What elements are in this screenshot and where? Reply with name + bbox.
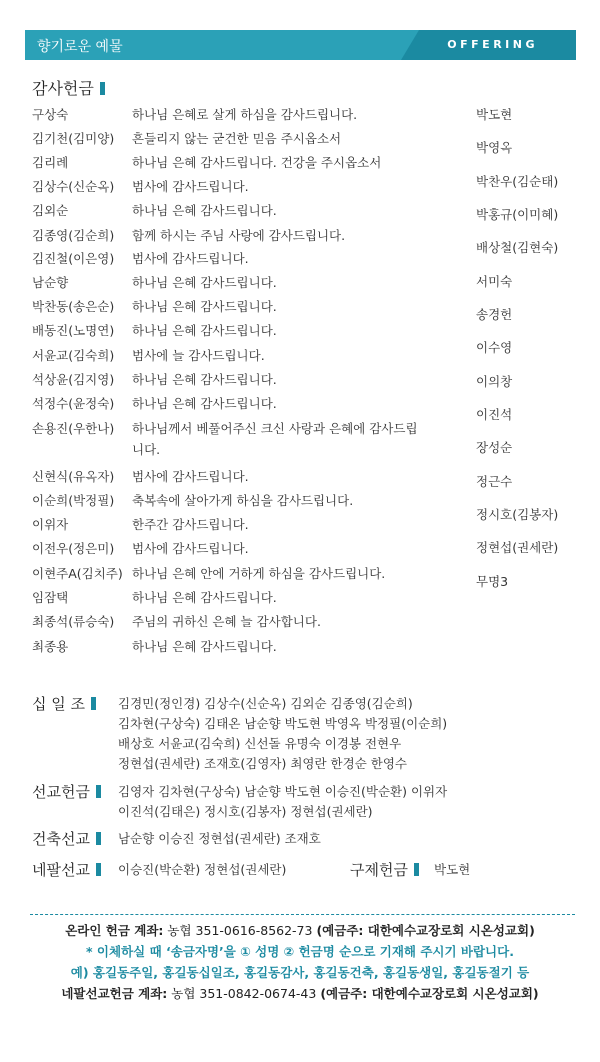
donor-name-right: 박영옥 bbox=[476, 140, 513, 155]
donor-message: 함께 하시는 주님 사랑에 감사드립니다. bbox=[132, 228, 346, 243]
nepal-account-number: 농협 351-0842-0674-43 bbox=[171, 986, 317, 1001]
nepal-account-line bbox=[0, 984, 600, 1002]
donor-message: 주님의 귀하신 은혜 늘 감사합니다. bbox=[132, 614, 321, 629]
donor-name: 김종영(김순희) bbox=[32, 228, 115, 243]
donor-name-right: 이진석 bbox=[476, 407, 513, 422]
offering-header bbox=[25, 30, 576, 60]
donor-message: 하나님 은혜 감사드립니다. bbox=[132, 323, 277, 338]
donor-name: 김외순 bbox=[32, 203, 69, 218]
donor-message-continued: 니다. bbox=[132, 442, 161, 457]
donor-message: 하나님 은혜 감사드립니다. bbox=[132, 590, 277, 605]
donor-message: 범사에 감사드립니다. bbox=[132, 179, 249, 194]
donor-name: 배동진(노명연) bbox=[32, 323, 115, 338]
donor-message: 흔들리지 않는 굳건한 믿음 주시옵소서 bbox=[132, 131, 342, 146]
mission-line: 이진석(김태은) 정시호(김봉자) 정현섭(권세란) bbox=[118, 804, 373, 819]
donor-name: 임잠택 bbox=[32, 590, 69, 605]
donor-name-right: 정근수 bbox=[476, 474, 513, 489]
section-marker-icon bbox=[100, 82, 105, 95]
donor-name: 남순향 bbox=[32, 275, 69, 290]
donor-message: 하나님 은혜 감사드립니다. 건강을 주시옵소서 bbox=[132, 155, 382, 170]
donor-message: 하나님께서 베풀어주신 크신 사랑과 은혜에 감사드립 bbox=[132, 421, 418, 436]
donor-name: 박찬동(송은순) bbox=[32, 299, 115, 314]
building-line: 남순향 이승진 정현섭(권세란) 조재호 bbox=[118, 831, 321, 846]
donor-name: 김상수(신순옥) bbox=[32, 179, 115, 194]
tithe-line: 김차현(구상숙) 김태온 남순향 박도현 박영옥 박정필(이순희) bbox=[118, 716, 448, 731]
online-account-label: 온라인 헌금 계좌: bbox=[65, 923, 164, 938]
online-account-number: 농협 351-0616-8562-73 bbox=[167, 923, 313, 938]
header-title-en: OFFERING bbox=[447, 38, 538, 51]
donor-name: 이순희(박정필) bbox=[32, 493, 115, 508]
donor-message: 하나님 은혜 감사드립니다. bbox=[132, 396, 277, 411]
relief-line: 박도현 bbox=[434, 862, 471, 877]
donor-name-right: 박찬우(김순태) bbox=[476, 174, 559, 189]
donor-name: 손용진(우한나) bbox=[32, 421, 115, 436]
donor-name: 최종석(류승숙) bbox=[32, 614, 115, 629]
donor-message: 하나님 은혜 감사드립니다. bbox=[132, 639, 277, 654]
donor-name: 김기천(김미양) bbox=[32, 131, 115, 146]
thanks-title-text: 감사헌금 bbox=[32, 79, 94, 98]
nepal-section-title bbox=[32, 859, 101, 880]
building-title-text: 건축선교 bbox=[32, 830, 90, 848]
donor-message: 하나님 은혜 감사드립니다. bbox=[132, 203, 277, 218]
relief-section-title bbox=[350, 859, 419, 880]
donor-message: 하나님 은혜 감사드립니다. bbox=[132, 299, 277, 314]
mission-section-title bbox=[32, 781, 101, 802]
donor-name: 석정수(윤정숙) bbox=[32, 396, 115, 411]
donor-name-right: 정시호(김봉자) bbox=[476, 507, 559, 522]
transfer-notice: * 이체하실 때 ‘송금자명’을 ① 성명 ② 헌금명 순으로 기재해 주시기 바랍니다. bbox=[86, 944, 514, 959]
relief-title-text: 구제헌금 bbox=[350, 861, 408, 879]
thanks-section-title bbox=[32, 76, 105, 99]
donor-name-right: 정현섭(권세란) bbox=[476, 540, 559, 555]
donor-name-right: 이의창 bbox=[476, 374, 513, 389]
mission-line: 김영자 김차현(구상숙) 남순향 박도현 이승진(박순환) 이위자 bbox=[118, 784, 448, 799]
nepal-line: 이승진(박순환) 정현섭(권세란) bbox=[118, 862, 287, 877]
nepal-account-label: 네팔선교헌금 계좌: bbox=[61, 986, 168, 1001]
donor-name-right: 서미숙 bbox=[476, 274, 513, 289]
nepal-account-holder: (예금주: 대한예수교장로회 시온성교회) bbox=[320, 986, 539, 1001]
donor-name-right: 무명3 bbox=[476, 574, 509, 589]
section-marker-icon bbox=[96, 832, 101, 845]
donor-name-right: 박도현 bbox=[476, 107, 513, 122]
section-marker-icon bbox=[91, 697, 96, 710]
donor-message: 범사에 늘 감사드립니다. bbox=[132, 348, 265, 363]
donor-name-right: 이수영 bbox=[476, 340, 513, 355]
donor-name: 신현식(유옥자) bbox=[32, 469, 115, 484]
online-account-holder: (예금주: 대한예수교장로회 시온성교회) bbox=[316, 923, 535, 938]
tithe-title-text: 십 일 조 bbox=[32, 695, 86, 713]
tithe-line: 김경민(정인경) 김상수(신순옥) 김외순 김종영(김순희) bbox=[118, 696, 413, 711]
donor-message: 범사에 감사드립니다. bbox=[132, 469, 249, 484]
donor-name: 이현주A(김치주) bbox=[32, 566, 123, 581]
donor-message: 하나님 은혜 감사드립니다. bbox=[132, 275, 277, 290]
donor-message: 축복속에 살아가게 하심을 감사드립니다. bbox=[132, 493, 354, 508]
donor-message: 하나님 은혜 감사드립니다. bbox=[132, 372, 277, 387]
section-marker-icon bbox=[96, 785, 101, 798]
mission-title-text: 선교헌금 bbox=[32, 783, 90, 801]
nepal-title-text: 네팔선교 bbox=[32, 861, 90, 879]
donor-name: 서윤교(김숙희) bbox=[32, 348, 115, 363]
donor-name: 최종용 bbox=[32, 639, 69, 654]
donor-message: 범사에 감사드립니다. bbox=[132, 251, 249, 266]
donor-name: 이전우(정은미) bbox=[32, 541, 115, 556]
building-section-title bbox=[32, 828, 101, 849]
tithe-section-title bbox=[32, 693, 96, 714]
donor-name: 구상숙 bbox=[32, 107, 69, 122]
donor-message: 하나님 은혜로 살게 하심을 감사드립니다. bbox=[132, 107, 358, 122]
donor-name-right: 장성순 bbox=[476, 440, 513, 455]
donor-name: 김리례 bbox=[32, 155, 69, 170]
tithe-line: 배상호 서윤교(김숙희) 신선돌 유명숙 이경봉 전현우 bbox=[118, 736, 402, 751]
section-marker-icon bbox=[414, 863, 419, 876]
donor-message: 한주간 감사드립니다. bbox=[132, 517, 249, 532]
donor-message: 하나님 은혜 안에 거하게 하심을 감사드립니다. bbox=[132, 566, 386, 581]
tithe-line: 정현섭(권세란) 조재호(김영자) 최영란 한경순 한영수 bbox=[118, 756, 407, 771]
donor-name-right: 송경헌 bbox=[476, 307, 513, 322]
donor-name: 이위자 bbox=[32, 517, 69, 532]
footer-divider bbox=[30, 914, 575, 915]
donor-name: 석상윤(김지영) bbox=[32, 372, 115, 387]
header-title: 향기로운 예물 bbox=[37, 39, 123, 55]
donor-name-right: 박홍규(이미혜) bbox=[476, 207, 559, 222]
donor-message: 범사에 감사드립니다. bbox=[132, 541, 249, 556]
online-account-line bbox=[0, 921, 600, 939]
donor-name-right: 배상철(김현숙) bbox=[476, 240, 559, 255]
donor-name: 김진철(이은영) bbox=[32, 251, 115, 266]
section-marker-icon bbox=[96, 863, 101, 876]
transfer-example: 예) 홍길동주일, 홍길동십일조, 홍길동감사, 홍길동건축, 홍길동생일, 홍길동절기 등 bbox=[70, 965, 530, 980]
